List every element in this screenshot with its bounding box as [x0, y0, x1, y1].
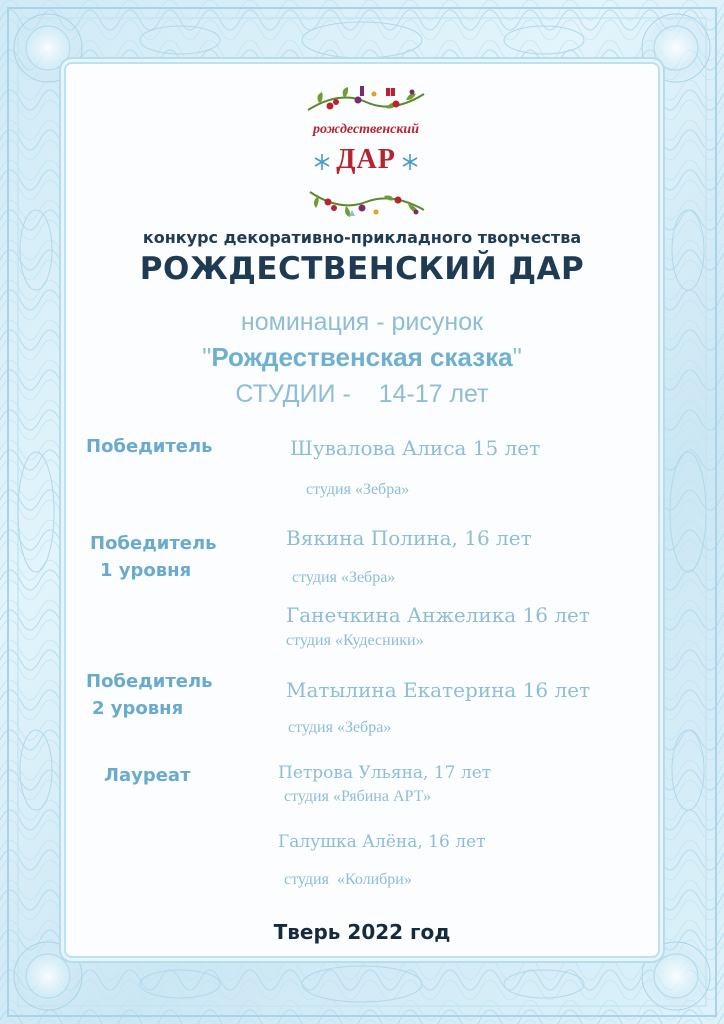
- award-label-level2-line2: 2 уровня: [92, 698, 184, 719]
- theme-open-quote: ": [202, 342, 212, 372]
- award-label-level1-line1: Победитель: [90, 533, 217, 554]
- nomination-line: номинация - рисунок: [240, 308, 484, 336]
- winner-studio: студия «Кудесники»: [286, 632, 424, 649]
- winner-studio: студия «Рябина АРТ»: [284, 788, 431, 805]
- winner-name: Матылина Екатерина 16 лет: [286, 678, 591, 702]
- winner-name: Вякина Полина, 16 лет: [286, 526, 532, 550]
- winner-name: Шувалова Алиса 15 лет: [290, 436, 541, 460]
- theme-name: Рождественская сказка: [211, 342, 513, 372]
- theme-line: [0, 342, 724, 373]
- award-label-level2-line1: Победитель: [86, 671, 213, 692]
- winner-name: Петрова Ульяна, 17 лет: [278, 763, 492, 783]
- award-label-winner: Победитель: [86, 436, 213, 457]
- contest-subtitle: конкурс декоративно-прикладного творчества: [142, 228, 582, 247]
- winner-studio: студия «Зебра»: [306, 481, 410, 498]
- winner-studio: студия «Колибри»: [284, 871, 412, 888]
- holly-branch-top-icon: [300, 84, 432, 120]
- theme-close-quote: ": [512, 342, 522, 372]
- winner-name: Галушка Алёна, 16 лет: [278, 832, 486, 852]
- award-label-level1-line2: 1 уровня: [100, 560, 192, 581]
- contest-logo: [300, 84, 432, 224]
- winner-studio: студия «Зебра»: [288, 719, 392, 736]
- holly-branch-bottom-icon: [300, 182, 432, 222]
- award-label-laureate: Лауреат: [104, 765, 191, 786]
- age-category: СТУДИИ - 14-17 лет: [235, 380, 489, 408]
- footer-city-year: Тверь 2022 год: [273, 920, 451, 944]
- snowflake-right-icon: [402, 154, 418, 170]
- winner-studio: студия «Зебра»: [292, 569, 396, 586]
- logo-text-line2: ДАР: [336, 144, 396, 175]
- winner-name: Ганечкина Анжелика 16 лет: [286, 603, 590, 627]
- logo-text-line1: рождественский: [312, 122, 419, 137]
- contest-title: РОЖДЕСТВЕНСКИЙ ДАР: [139, 251, 585, 287]
